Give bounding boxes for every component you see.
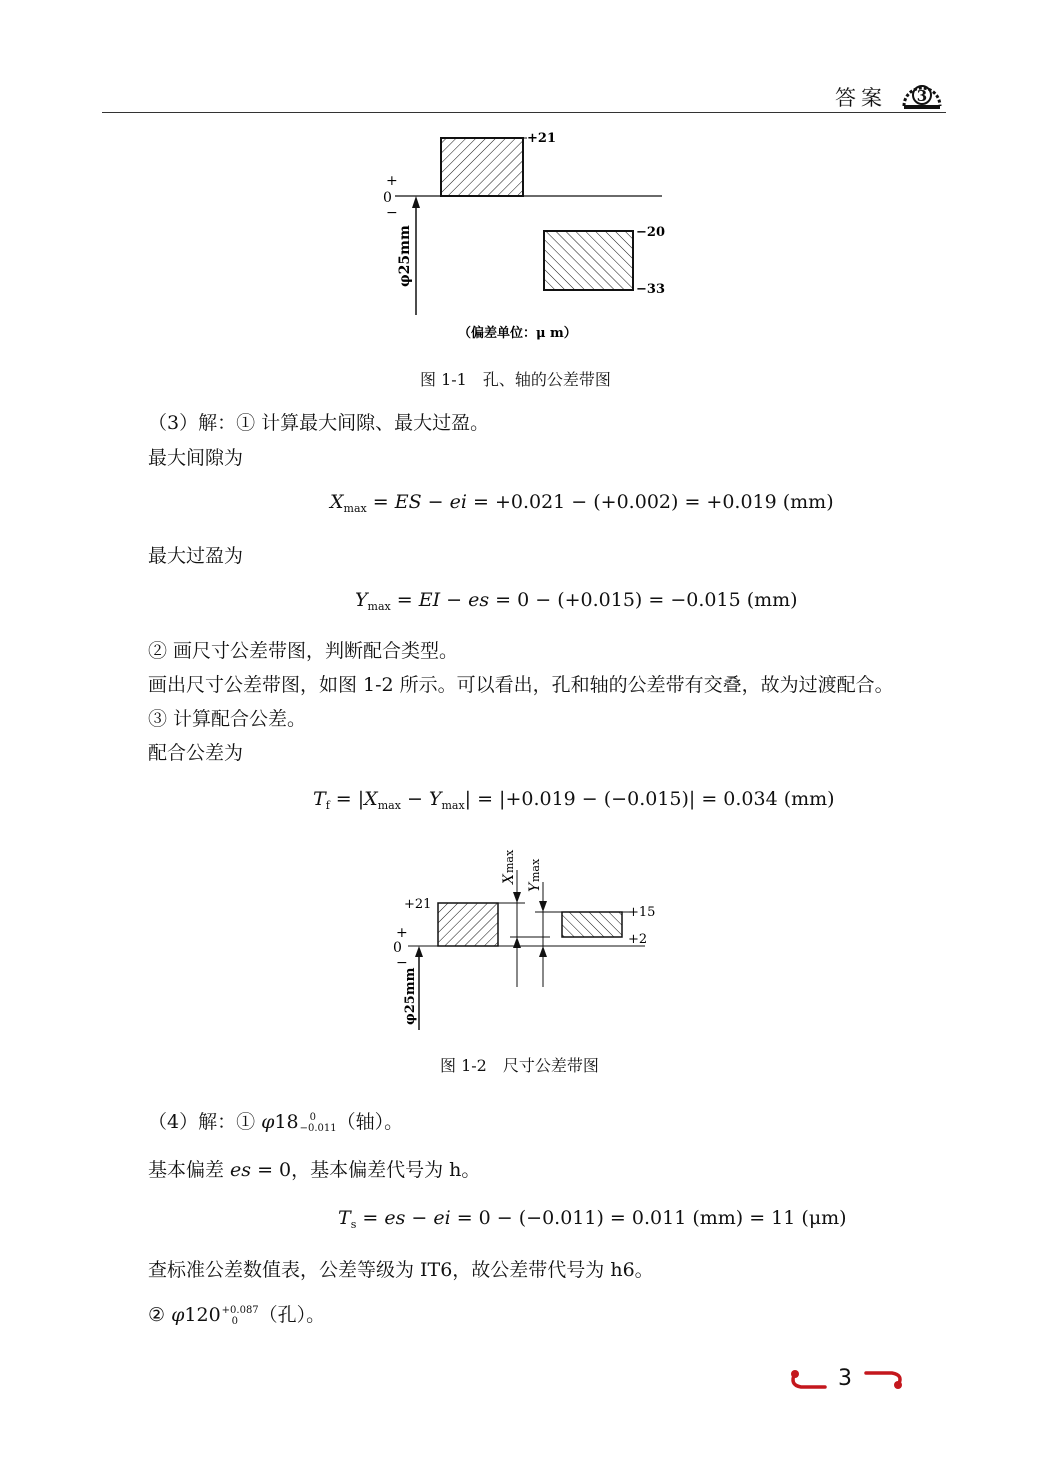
minus-sign: −: [386, 205, 398, 221]
paragraph-5: ② φ120 +0.087 0 （孔）。: [148, 1304, 326, 1327]
equation-ymax: $Y_{max}$ = EI − es = 0 − (+0.015) = −0.015 (mm): [355, 589, 798, 613]
paragraph: 最大过盈为: [148, 545, 244, 567]
phi120-tolerance: +0.087 0: [221, 1305, 259, 1327]
shaft-tolerance-zone: [544, 231, 633, 290]
shaft-tolerance-zone: [562, 912, 622, 937]
shaft-lower-label: −33: [636, 282, 665, 297]
paragraph: 配合公差为: [148, 742, 244, 764]
paragraph: 查标准公差数值表，公差等级为 IT6，故公差带代号为 h6。: [148, 1259, 654, 1281]
figure-1-2-caption: 图 1-2 尺寸公差带图: [440, 1056, 599, 1075]
equation-ts: $T_s$ = es − ei = 0 − (−0.011) = 0.011 (mm) = 11 (μm): [338, 1207, 847, 1231]
figure-1-1: [370, 125, 680, 350]
shaft-upper-label: +15: [628, 905, 656, 920]
figure-1-1-caption: 图 1-1 孔、轴的公差带图: [420, 370, 611, 389]
hole-upper-label: +21: [404, 897, 432, 912]
right-swirl-icon: [862, 1365, 910, 1395]
paragraph: ③ 计算配合公差。: [148, 708, 307, 730]
paragraph: 画出尺寸公差带图，如图 1-2 所示。可以看出，孔和轴的公差带有交叠，故为过渡配合。: [148, 674, 894, 696]
ymax-label: [527, 858, 543, 892]
minus-sign: −: [396, 955, 408, 971]
shaft-upper-label: −20: [636, 225, 665, 240]
paragraph: ② 画尺寸公差带图，判断配合类型。: [148, 640, 459, 662]
paragraph: 最大间隙为: [148, 447, 244, 469]
dimension-label: φ25mm: [397, 225, 413, 287]
left-swirl-icon: [785, 1365, 830, 1395]
header-title: 答案: [835, 86, 887, 110]
svg-text:3: 3: [916, 87, 928, 105]
plus-sign: +: [386, 173, 398, 189]
gear-logo-icon: [900, 78, 944, 110]
hole-upper-label: +21: [527, 131, 556, 146]
header-rule: [102, 112, 946, 113]
hole-tolerance-zone: [438, 903, 498, 946]
paragraph-4: （4）解：① φ18 0 −0.011 （轴）。: [148, 1111, 404, 1134]
svg-text:max: max: [529, 858, 542, 882]
phi18-tolerance: 0 −0.011: [299, 1112, 337, 1134]
xmax-label: [501, 849, 517, 885]
hole-tolerance-zone: [441, 138, 523, 196]
shaft-lower-label: +2: [628, 932, 648, 947]
paragraph-es: 基本偏差 es = 0，基本偏差代号为 h。: [148, 1159, 481, 1181]
zero-label: 0: [393, 940, 402, 956]
unit-note: （偏差单位：μ m）: [458, 326, 577, 341]
figure-1-2: [380, 842, 670, 1037]
page-number: 3: [838, 1366, 852, 1391]
equation-tf: $T_f = |X_{max} - Y_{max}| = |+0.019 - (-0.015)| = 0.034$ (mm): [313, 788, 835, 812]
svg-text:Y: Y: [527, 882, 543, 892]
paragraph: （3）解：① 计算最大间隙、最大过盈。: [148, 412, 490, 434]
svg-text:max: max: [503, 849, 516, 873]
equation-xmax: $X_{max}$ = ES − ei = +0.021 − (+0.002) = +0.019 (mm): [330, 491, 834, 515]
svg-text:X: X: [501, 874, 517, 884]
plus-sign: +: [396, 925, 408, 941]
zero-label: 0: [383, 190, 392, 206]
dimension-label: φ25mm: [403, 967, 418, 1025]
